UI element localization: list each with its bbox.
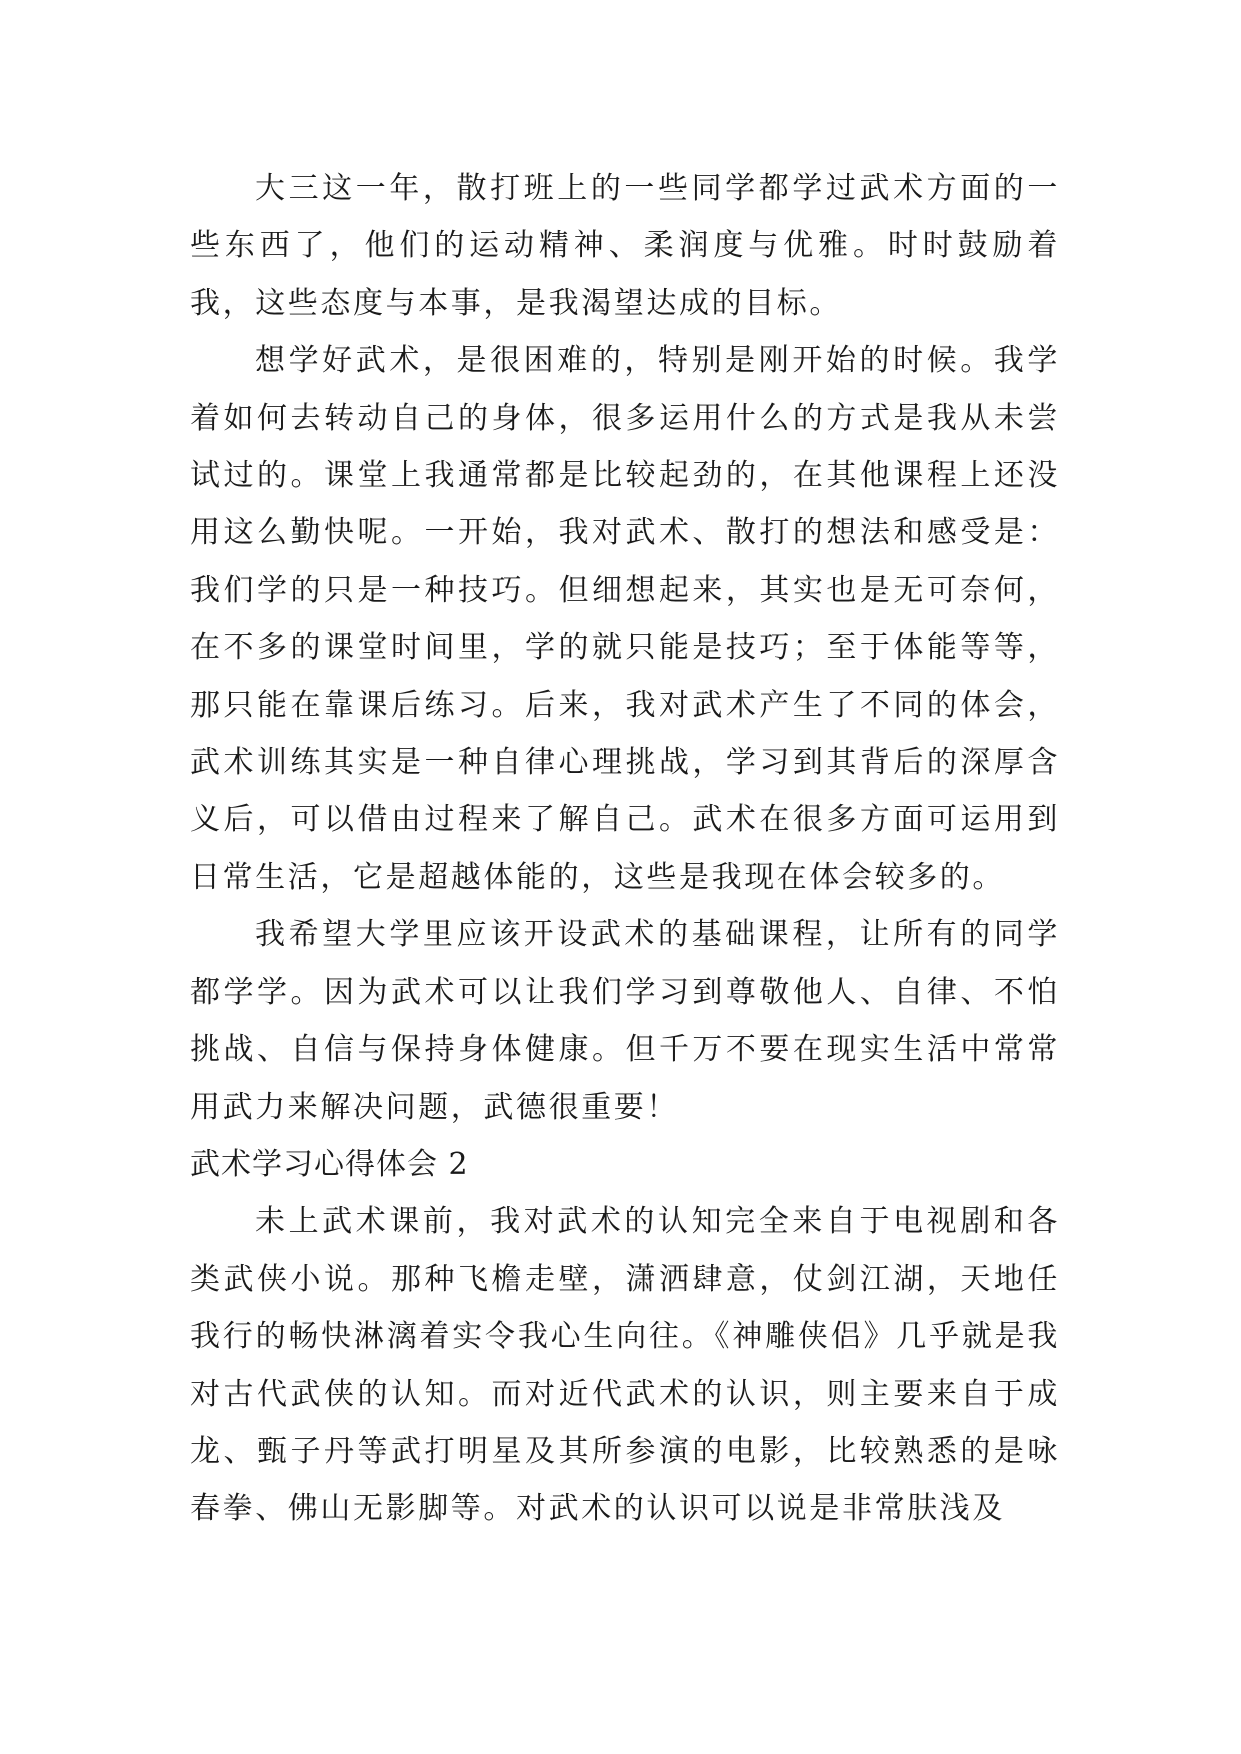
paragraph: 大三这一年，散打班上的一些同学都学过武术方面的一些东西了，他们的运动精神、柔润度与优雅。时时鼓励着我，这些态度与本事，是我渴望达成的目标。: [190, 171, 1060, 321]
section-heading: 武术学习心得体会 2: [190, 1146, 469, 1182]
paragraph: 未上武术课前，我对武术的认知完全来自于电视剧和各类武侠小说。那种飞檐走壁，潇洒肆意，仗剑江湖，天地任我行的畅快淋漓着实令我心生向往。《神雕侠侣》几乎就是我对古代武侠的认知。而对近代武术的认识，则主要来自于成龙、甄子丹等武打明星及其所参演的电影，比较熟悉的是咏春拳、佛山无影脚等。对武术的认识可以说是非常肤浅及: [190, 1204, 1060, 1527]
paragraph: 我希望大学里应该开设武术的基础课程，让所有的同学都学学。因为武术可以让我们学习到尊敬他人、自律、不怕挑战、自信与保持身体健康。但千万不要在现实生活中常常用武力来解决问题，武德很重要！: [190, 917, 1060, 1125]
paragraph: 想学好武术，是很困难的，特别是刚开始的时候。我学着如何去转动自己的身体，很多运用什么的方式是我从未尝试过的。课堂上我通常都是比较起劲的，在其他课程上还没用这么勤快呢。一开始，我对武术、散打的想法和感受是：我们学的只是一种技巧。但细想起来，其实也是无可奈何，在不多的课堂时间里，学的就只能是技巧；至于体能等等，那只能在靠课后练习。后来，我对武术产生了不同的体会，武术训练其实是一种自律心理挑战，学习到其背后的深厚含义后，可以借由过程来了解自己。武术在很多方面可运用到日常生活，它是超越体能的，这些是我现在体会较多的。: [190, 343, 1060, 895]
document-body: [190, 160, 1060, 1538]
